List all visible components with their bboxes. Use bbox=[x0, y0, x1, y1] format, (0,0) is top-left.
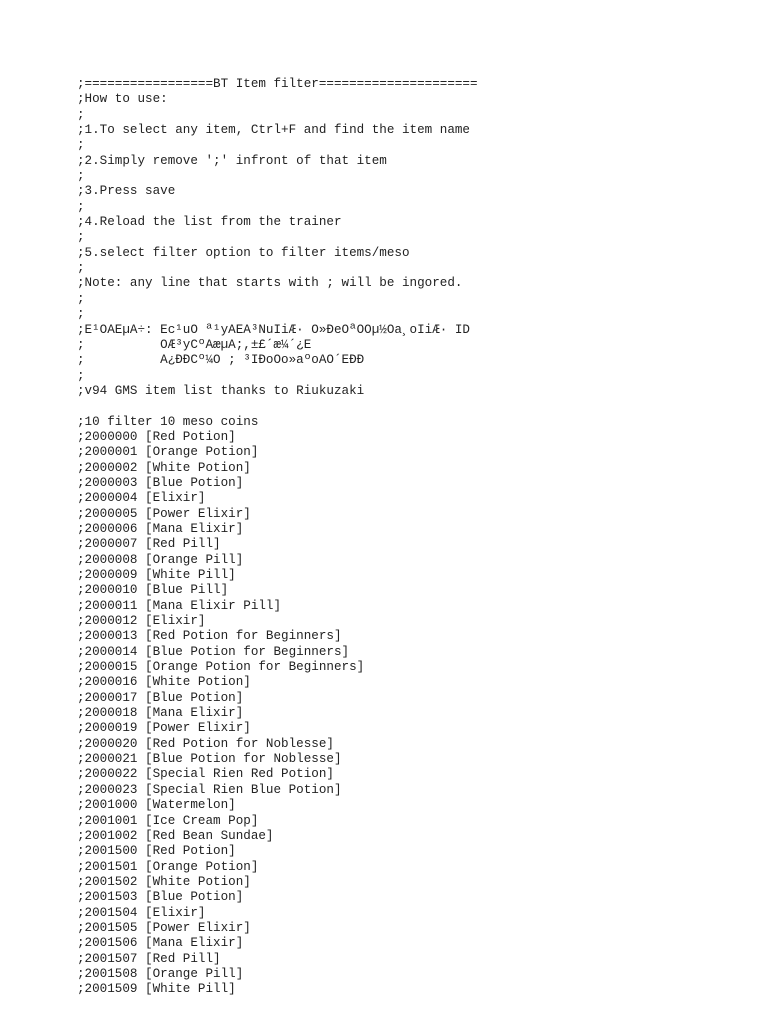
text-line: ;2000018 [Mana Elixir] bbox=[77, 706, 244, 721]
text-line: ;Note: any line that starts with ; will be ingored. bbox=[77, 276, 463, 291]
text-line: ;2001501 [Orange Potion] bbox=[77, 859, 259, 874]
text-line: ;2000000 [Red Potion] bbox=[77, 429, 236, 444]
text-line: ; bbox=[77, 230, 85, 245]
text-line: ; bbox=[77, 291, 85, 306]
text-line: ;2000016 [White Potion] bbox=[77, 675, 251, 690]
text-line: ;2000019 [Power Elixir] bbox=[77, 721, 251, 736]
text-line: ;2000020 [Red Potion for Noblesse] bbox=[77, 736, 334, 751]
text-line: ;2000021 [Blue Potion for Noblesse] bbox=[77, 752, 342, 767]
text-line: ; A¿ÐÐCº¼O ; ³IÐoOo»aºoAO´EÐÐ bbox=[77, 353, 365, 368]
text-line: ;4.Reload the list from the trainer bbox=[77, 215, 342, 230]
text-line: ;2.Simply remove ';' infront of that item bbox=[77, 153, 387, 168]
text-line: ;=================BT Item filter===================== bbox=[77, 77, 478, 91]
text-line: ;2000002 [White Potion] bbox=[77, 460, 251, 475]
text-line: ;2001502 [White Potion] bbox=[77, 874, 251, 889]
text-line: ; bbox=[77, 261, 85, 276]
text-line: ;2001503 [Blue Potion] bbox=[77, 890, 244, 905]
text-line: ;2001504 [Elixir] bbox=[77, 905, 206, 920]
text-line: ;2000008 [Orange Pill] bbox=[77, 552, 244, 567]
text-line: ;2000001 [Orange Potion] bbox=[77, 445, 259, 460]
text-line: ; bbox=[77, 169, 85, 184]
text-line: ;2000013 [Red Potion for Beginners] bbox=[77, 629, 342, 644]
text-line: ; bbox=[77, 368, 85, 383]
text-line: ;2001509 [White Pill] bbox=[77, 982, 236, 997]
text-line: ;2000009 [White Pill] bbox=[77, 568, 236, 582]
text-line bbox=[77, 399, 737, 414]
text-line: ;2001001 [Ice Cream Pop] bbox=[77, 813, 259, 828]
text-line: ;E¹OAEµA÷: Ec¹uO ª¹yAEA³NuIiÆ· O»ÐeOªOOµ½Oa¸oIiÆ· ID bbox=[77, 322, 470, 337]
text-line: ;2000014 [Blue Potion for Beginners] bbox=[77, 644, 350, 659]
text-line: ;2000010 [Blue Pill] bbox=[77, 583, 229, 598]
text-line: ;2000006 [Mana Elixir] bbox=[77, 521, 244, 536]
item-filter-text bbox=[77, 77, 737, 998]
text-line: ;2000007 [Red Pill] bbox=[77, 537, 221, 552]
text-line: ;How to use: bbox=[77, 92, 168, 107]
text-line: ;1.To select any item, Ctrl+F and find the item name bbox=[77, 123, 470, 138]
text-line: ;3.Press save bbox=[77, 184, 176, 199]
text-line: ;2001002 [Red Bean Sundae] bbox=[77, 828, 274, 843]
text-line: ;2001508 [Orange Pill] bbox=[77, 966, 244, 981]
text-line: ;2000015 [Orange Potion for Beginners] bbox=[77, 660, 365, 675]
text-line: ;2000022 [Special Rien Red Potion] bbox=[77, 767, 334, 782]
text-line: ;2000005 [Power Elixir] bbox=[77, 506, 251, 521]
text-line: ; bbox=[77, 107, 85, 122]
text-line: ; bbox=[77, 138, 85, 153]
text-line: ; bbox=[77, 199, 85, 214]
text-line: ;2001506 [Mana Elixir] bbox=[77, 936, 244, 951]
text-line: ;2001505 [Power Elixir] bbox=[77, 920, 251, 935]
text-line: ;5.select filter option to filter items/meso bbox=[77, 245, 410, 260]
text-line: ; OÆ³yCºAæµA;,±£´æ¼´¿E bbox=[77, 337, 312, 352]
text-line: ;2000004 [Elixir] bbox=[77, 491, 206, 506]
text-line: ;2000003 [Blue Potion] bbox=[77, 475, 244, 490]
text-line: ;2000017 [Blue Potion] bbox=[77, 690, 244, 705]
text-line: ;2000011 [Mana Elixir Pill] bbox=[77, 598, 282, 613]
text-line: ;2001000 [Watermelon] bbox=[77, 798, 236, 813]
text-line: ;2000012 [Elixir] bbox=[77, 614, 206, 629]
text-line: ;v94 GMS item list thanks to Riukuzaki bbox=[77, 383, 365, 398]
text-line: ;2001500 [Red Potion] bbox=[77, 844, 236, 859]
text-line: ; bbox=[77, 307, 85, 322]
text-line: ;10 filter 10 meso coins bbox=[77, 414, 259, 429]
text-line: ;2001507 [Red Pill] bbox=[77, 951, 221, 966]
text-line: ;2000023 [Special Rien Blue Potion] bbox=[77, 782, 342, 797]
